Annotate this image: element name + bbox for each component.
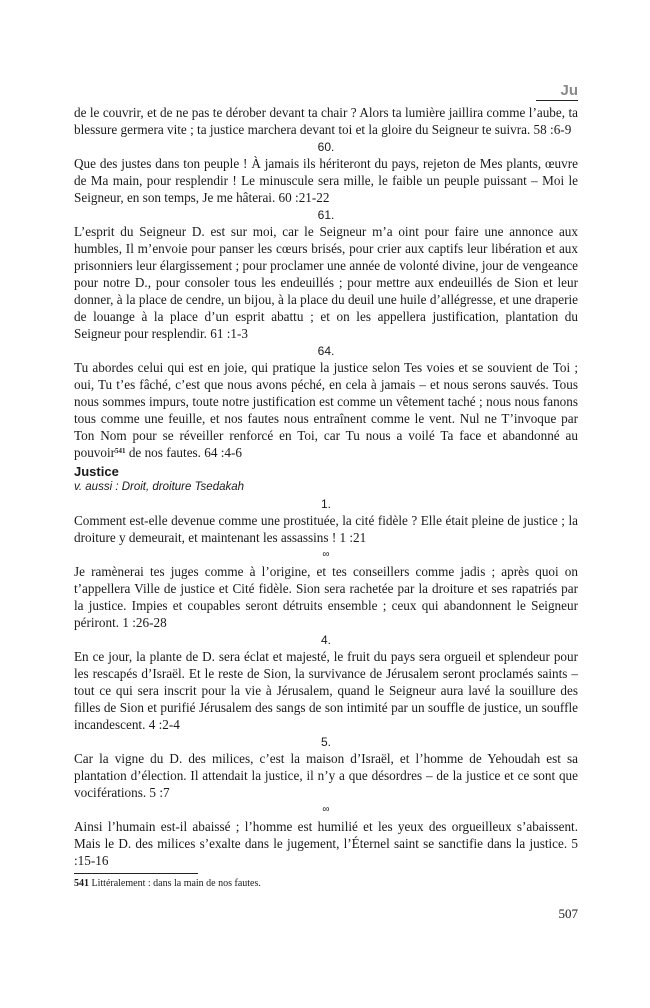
separator-ornament: ∞ <box>322 804 330 815</box>
paragraph-1b: Je ramènerai tes juges comme à l’origine, et tes conseillers comme jadis ; après quoi on t’appellera Ville de justice et Cité fidèle. Sion sera rachetée par la droiture et ses rapatriés par la justice. Impies et coupables seront détruits ensemble ; ceux qui abandonnent le Seigneur périront. 1 :26-28 <box>74 564 578 630</box>
chapter-number-1: 1. <box>320 497 331 511</box>
footnote-number: 541 <box>74 878 89 889</box>
paragraph-5b: Ainsi l’humain est-il abaissé ; l’homme est humilié et les yeux des orgueilleux s’abaissent. Mais le D. des milices s’exalte dans le jugement, l’Éternel saint se sanctifie dans la justice. 5 :15-16 <box>74 819 578 868</box>
chapter-number-60: 60. <box>317 140 335 154</box>
paragraph-60: Que des justes dans ton peuple ! À jamais ils hériteront du pays, rejeton de Mes plants, œuvre de Ma main, pour resplendir ! Le minuscule sera mille, le faible un peuple puissant – Moi le Seigneur, en son temps, Je me hâterai. 60 :21-22 <box>74 156 578 205</box>
page-body <box>74 104 578 869</box>
paragraph-4: En ce jour, la plante de D. sera éclat et majesté, le fruit du pays sera orgueil et splendeur pour les rescapés d’Israël. Et le reste de Sion, la survivance de Jérusalem seront proclamés saints – tout ce qui sera inscrit pour la vie à Jérusalem, quand le Seigneur aura lavé la souillure des filles de Sion et purifié Jérusalem des sangs de son intimité par un souffle de justice, un souffle incandescent. 4 :2-4 <box>74 649 578 732</box>
section-see-also: v. aussi : Droit, droiture Tsedakah <box>74 481 245 493</box>
paragraph-64 <box>74 359 578 461</box>
paragraph-64-text-end: de nos fautes. 64 :4-6 <box>125 445 242 460</box>
paragraph-61: L’esprit du Seigneur D. est sur moi, car le Seigneur m’a oint pour faire une annonce aux humbles, Il m’envoie pour panser les cœurs brisés, pour crier aux captifs leur libération et aux prisonniers leur élargissement ; pour proclamer une année de volonté divine, jour de vengeance pour notre D., pour consoler tous les endeuillés ; pour mettre aux endeuillés de Sion et leur donner, à la place de cendre, un bijou, à la place du deuil une huile d’allégresse, et une draperie de louange à la place d’un esprit abattu ; et on les appellera justification, plantation du Seigneur pour resplendir. 61 :1-3 <box>74 224 578 341</box>
running-head: Ju <box>560 82 578 99</box>
running-head-rule <box>536 100 578 101</box>
footnote-text: Littéralement : dans la main de nos fautes. <box>89 878 261 889</box>
chapter-number-61: 61. <box>317 208 335 222</box>
page-number: 507 <box>558 906 578 921</box>
paragraph-continued: de le couvrir, et de ne pas te dérober devant ta chair ? Alors ta lumière jaillira comme l’aube, ta blessure germera vite ; ta justice marchera devant toi et la gloire du Seigneur te suivra. 58 :6-9 <box>74 105 578 137</box>
chapter-number-64: 64. <box>317 344 335 358</box>
chapter-number-5: 5. <box>320 735 331 749</box>
footnote-rule <box>74 873 198 874</box>
section-title: Justice <box>74 464 119 479</box>
footnote <box>74 877 261 890</box>
chapter-number-4: 4. <box>320 633 331 647</box>
paragraph-5: Car la vigne du D. des milices, c’est la maison d’Israël, et l’homme de Yehoudah est sa plantation d’élection. Il attendait la justice, il n’y a que désordres – de la justice et ce sont que vociférations. 5 :7 <box>74 751 578 800</box>
paragraph-1: Comment est-elle devenue comme une prostituée, la cité fidèle ? Elle était pleine de justice ; la droiture y demeurait, et maintenant les assassins ! 1 :21 <box>74 513 578 545</box>
footnote-reference[interactable]: 541 <box>115 447 126 455</box>
paragraph-64-text: Tu abordes celui qui est en joie, qui pratique la justice selon Tes voies et se souvient de Toi ; oui, Tu t’es fâché, c’est que nous avons péché, en cela à jamais – et nous serons sauvés. Tous nous sommes impurs, toute notre justification est comme un vêtement taché ; nous nous fanons tous comme une feuille, et nos fautes nous entraînent comme le vent. Nul ne T’invoque par Ton Nom pour se réveiller renforcé en Toi, car Tu nous a voilé Ta face et abandonné au pouvoir <box>74 360 578 460</box>
separator-ornament: ∞ <box>322 549 330 560</box>
